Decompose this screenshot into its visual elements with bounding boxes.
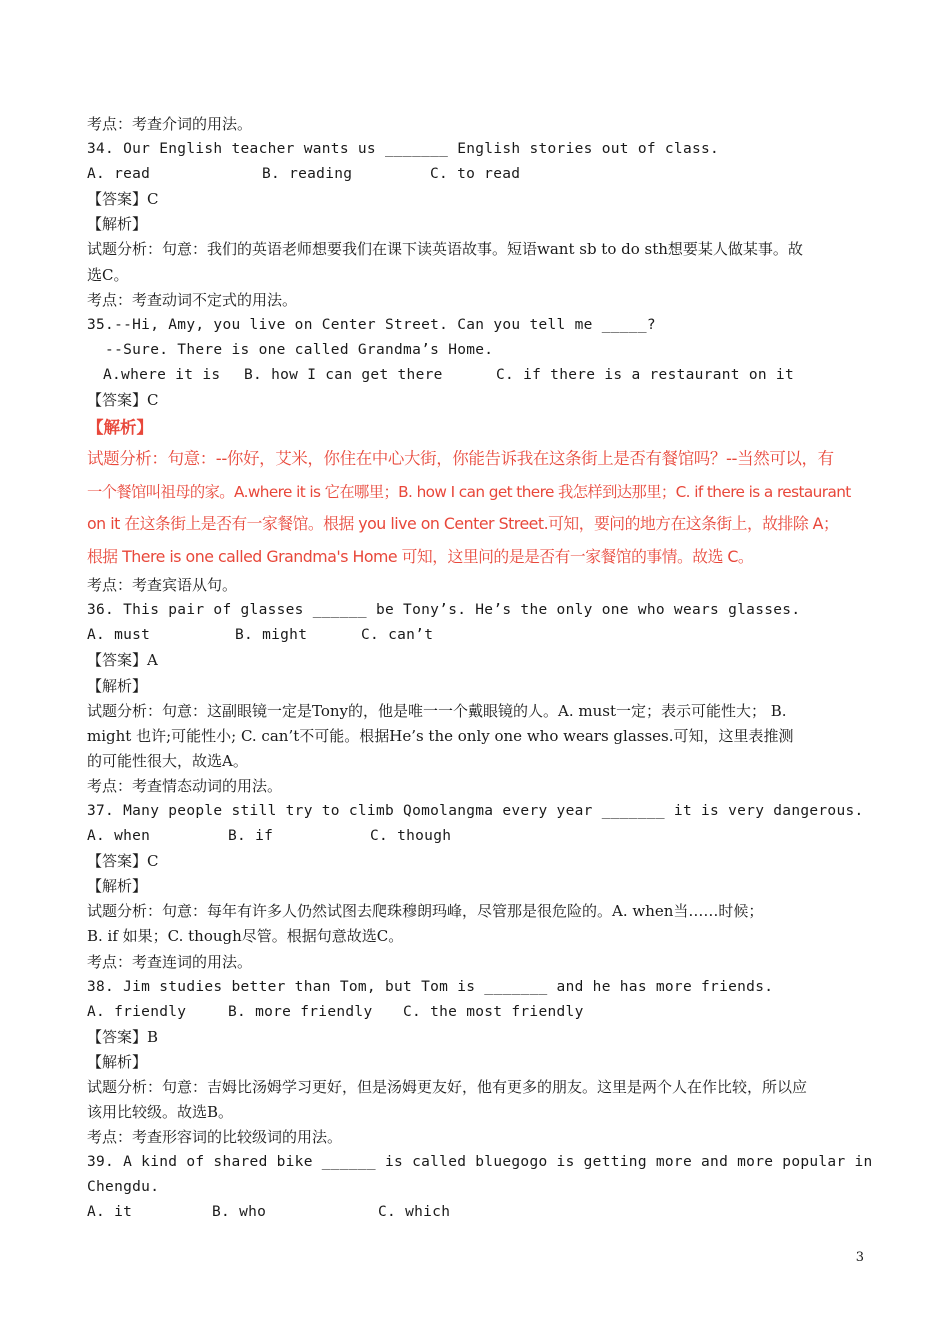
kaodian-line: 考点：考查介词的用法。	[87, 115, 253, 133]
explanation-36-line1: 试题分析：句意：这副眼镜一定是Tony的，他是唯一一个戴眼镜的人。A. must一定；表示可能性大； B.	[87, 701, 787, 720]
explanation-37-line1: 试题分析：句意：每年有许多人仍然试图去爬珠穆朗玛峰，尽管那是很危险的。A. when当……时候；	[87, 902, 764, 921]
question-39: 39. A kind of shared bike ______ is called bluegogo is getting more and more popular in	[87, 1154, 873, 1171]
kaodian-34: 考点：考查动词不定式的用法。	[87, 290, 298, 309]
option-a: A. it	[87, 1204, 133, 1221]
options-35	[87, 363, 867, 388]
question-37: 37. Many people still try to climb Qomolangma every year _______ it is very dangerous.	[87, 802, 864, 819]
question-38: 38. Jim studies better than Tom, but Tom is _______ and he has more friends.	[87, 978, 774, 995]
kaodian-37: 考点：考查连词的用法。	[87, 952, 253, 971]
analysis-heading-38: 【解析】	[87, 1052, 148, 1071]
option-b: B. who	[212, 1204, 267, 1221]
explanation-35-line4: 根据 There is one called Grandma's Home 可知，这里问的是是否有一家餐馆的事情。故选 C。	[87, 546, 754, 566]
answer-34: 【答案】C	[87, 190, 159, 209]
analysis-heading-37: 【解析】	[87, 877, 148, 896]
options-36	[87, 623, 867, 648]
options-34	[87, 162, 867, 187]
option-b: B. more friendly	[228, 1003, 373, 1020]
question-36: 36. This pair of glasses ______ be Tony’s. He’s the only one who wears glasses.	[87, 602, 801, 619]
option-a: A. friendly	[87, 1003, 187, 1020]
explanation-38-line2: 该用比较级。故选B。	[87, 1103, 234, 1122]
answer-37: 【答案】C	[87, 852, 159, 871]
document-page	[87, 112, 873, 1226]
explanation-38-line1: 试题分析：句意：吉姆比汤姆学习更好，但是汤姆更友好，他有更多的朋友。这里是两个人在作比较，所以应	[87, 1078, 808, 1096]
option-c: C. can’t	[361, 627, 434, 644]
explanation-34-line1: 试题分析：句意：我们的英语老师想要我们在课下读英语故事。短语want sb to do sth想要某人做某事。故	[87, 240, 803, 259]
kaodian-36: 考点：考查情态动词的用法。	[87, 776, 283, 795]
options-37	[87, 824, 867, 849]
explanation-35-line3: on it 在这条街上是否有一家餐馆。根据 you live on Center Street.可知，要问的地方在这条街上，故排除 A；	[87, 514, 839, 534]
option-b: B. if	[228, 828, 274, 845]
question-35-reply: --Sure. There is one called Grandma’s Home.	[87, 341, 494, 358]
option-c: C. if there is a restaurant on it	[496, 366, 794, 383]
explanation-36-line2: might 也许;可能性小; C. can’t不可能。根据He’s the only one who wears glasses.可知，这里表推测	[87, 726, 794, 745]
kaodian-35: 考点：考查宾语从句。	[87, 576, 238, 595]
option-b: B. might	[235, 627, 308, 644]
explanation-35-line1: 试题分析：句意：--你好，艾米，你住在中心大街，你能告诉我在这条街上是否有餐馆吗？--当然可以，有	[87, 449, 834, 469]
question-39-cont: Chengdu.	[87, 1179, 160, 1196]
kaodian-38: 考点：考查形容词的比较级词的用法。	[87, 1128, 343, 1147]
option-a: A. must	[87, 627, 151, 644]
page-number: 3	[855, 1250, 864, 1265]
option-c: C. to read	[430, 166, 521, 183]
analysis-heading-35: 【解析】	[87, 418, 153, 438]
answer-36: 【答案】A	[87, 651, 158, 670]
option-a: A. read	[87, 166, 151, 183]
answer-38: 【答案】B	[87, 1027, 159, 1046]
analysis-heading-34: 【解析】	[87, 215, 148, 234]
analysis-heading-36: 【解析】	[87, 676, 148, 695]
question-34: 34. Our English teacher wants us _______ English stories out of class.	[87, 141, 720, 158]
question-35: 35.--Hi, Amy, you live on Center Street. Can you tell me _____?	[87, 316, 656, 333]
option-c: C. which	[378, 1204, 451, 1221]
option-c: C. though	[370, 828, 452, 845]
explanation-34-line2: 选C。	[87, 265, 129, 284]
options-38	[87, 1000, 867, 1025]
answer-35: 【答案】C	[87, 391, 159, 410]
option-b: B. reading	[262, 166, 353, 183]
option-a: A.where it is	[103, 366, 221, 383]
options-39	[87, 1200, 867, 1225]
explanation-35-line2: 一个餐馆叫祖母的家。A.where it is 它在哪里；B. how I can get there 我怎样到达那里；C. if there is a restaurant	[87, 482, 851, 501]
explanation-37-line2: B. if 如果；C. though尽管。根据句意故选C。	[87, 927, 404, 946]
explanation-36-line3: 的可能性很大，故选A。	[87, 751, 248, 770]
option-c: C. the most friendly	[403, 1003, 584, 1020]
option-a: A. when	[87, 828, 151, 845]
option-b: B. how I can get there	[244, 366, 443, 383]
